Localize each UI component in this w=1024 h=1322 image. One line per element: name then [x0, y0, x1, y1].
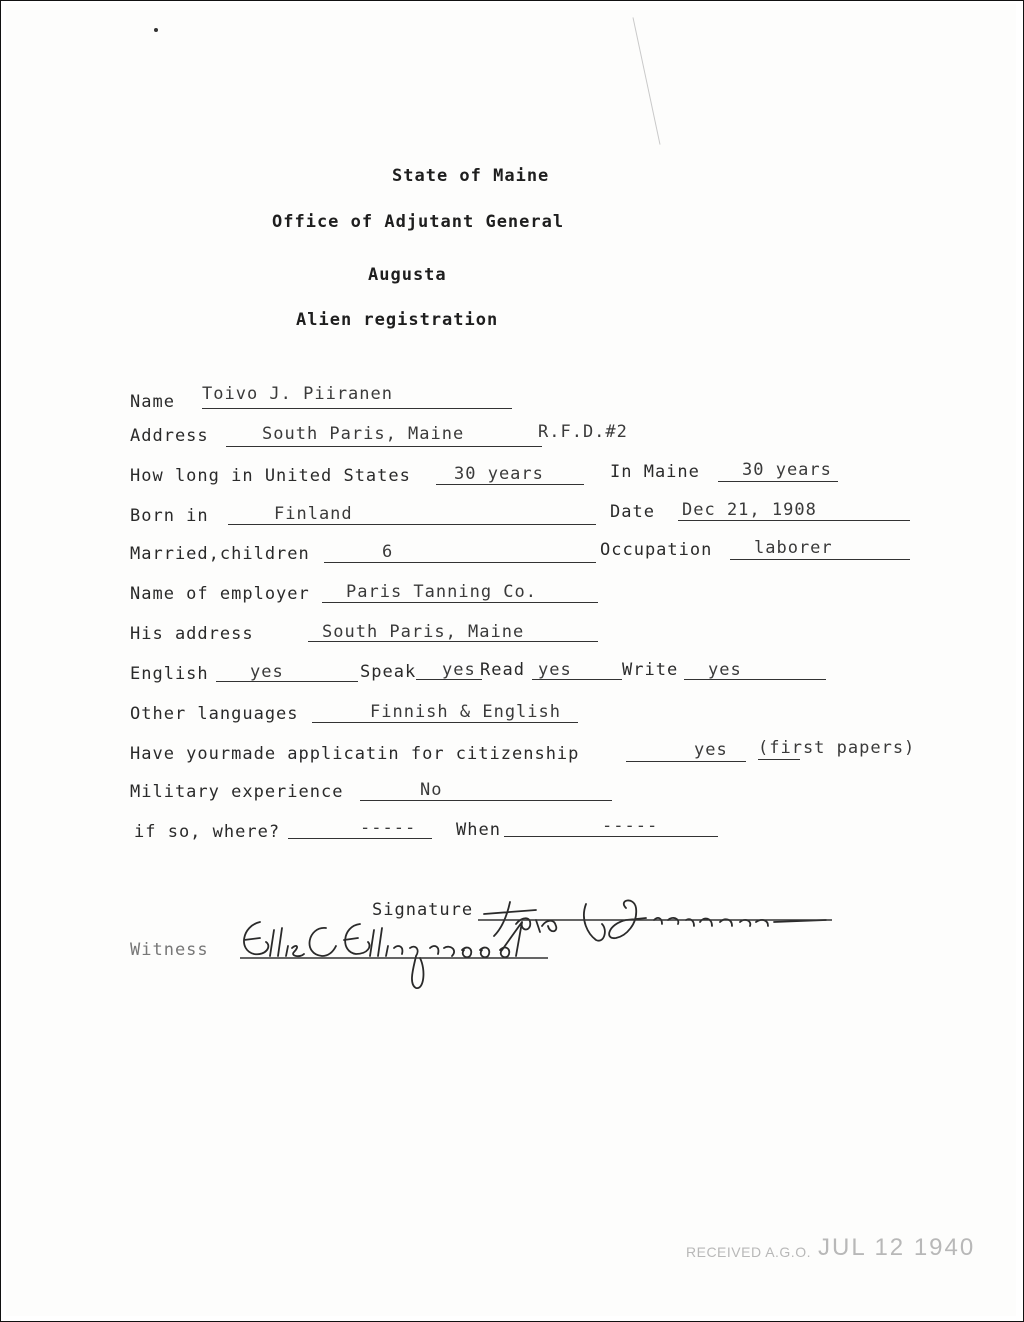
citizenship-note: (first papers) [758, 738, 916, 758]
occupation-value: laborer [754, 538, 833, 558]
received-stamp-date: JUL 12 1940 [818, 1234, 976, 1261]
read-label: Read [480, 660, 525, 680]
read-value: yes [538, 660, 572, 680]
born-underline [228, 524, 596, 525]
address-label: Address [130, 426, 209, 446]
citizenship-underline [626, 761, 746, 762]
his-address-underline [308, 641, 598, 642]
header-office: Office of Adjutant General [272, 212, 565, 232]
when-underline [504, 836, 718, 837]
his-address-label: His address [130, 624, 254, 644]
rfd-value: R.F.D.#2 [538, 422, 628, 442]
employer-value: Paris Tanning Co. [346, 582, 537, 602]
header-state: State of Maine [392, 166, 550, 186]
when-label: When [456, 820, 501, 840]
where-underline [288, 838, 432, 839]
his-address-value: South Paris, Maine [322, 622, 525, 642]
other-languages-underline [312, 722, 578, 723]
address-underline [226, 446, 542, 447]
children-underline [324, 562, 596, 563]
citizenship-label: Have yourmade applicatin for citizenship [130, 744, 580, 764]
citizenship-value: yes [694, 740, 728, 760]
born-value: Finland [274, 504, 353, 524]
name-label: Name [130, 392, 175, 412]
military-label: Military experience [130, 782, 344, 802]
in-maine-label: In Maine [610, 462, 700, 482]
military-value: No [420, 780, 443, 800]
other-languages-value: Finnish & English [370, 702, 561, 722]
read-underline [532, 679, 622, 680]
employer-underline [322, 602, 598, 603]
english-underline [216, 681, 358, 682]
married-label: Married,children [130, 544, 310, 564]
ink-speck [154, 28, 158, 32]
how-long-label: How long in United States [130, 466, 411, 486]
how-long-value: 30 years [454, 464, 544, 484]
speak-underline [416, 679, 482, 680]
occupation-underline [730, 559, 910, 560]
where-label: if so, where? [134, 822, 281, 842]
received-stamp: RECEIVED A.G.O. [686, 1244, 811, 1260]
born-label: Born in [130, 506, 209, 526]
name-value: Toivo J. Piiranen [202, 384, 393, 404]
write-label: Write [622, 660, 679, 680]
where-value: ----- [360, 818, 417, 838]
english-label: English [130, 664, 209, 684]
how-long-underline [436, 484, 584, 485]
paper-crease [632, 17, 660, 144]
write-underline [684, 679, 826, 680]
in-maine-value: 30 years [742, 460, 832, 480]
date-underline [678, 520, 910, 521]
other-languages-label: Other languages [130, 704, 299, 724]
citizenship-note-underline [758, 759, 800, 760]
date-label: Date [610, 502, 655, 522]
speak-label: Speak [360, 662, 417, 682]
date-value: Dec 21, 1908 [682, 500, 817, 520]
military-underline [360, 800, 612, 801]
signature-label: Signature [372, 900, 474, 920]
speak-value: yes [442, 660, 476, 680]
in-maine-underline [718, 481, 838, 482]
witness-handwriting [230, 910, 550, 994]
document-page [6, 4, 1016, 1316]
write-value: yes [708, 660, 742, 680]
employer-label: Name of employer [130, 584, 310, 604]
children-value: 6 [382, 542, 394, 562]
occupation-label: Occupation [600, 540, 713, 560]
header-title: Alien registration [296, 310, 499, 330]
english-value: yes [250, 662, 284, 682]
address-value: South Paris, Maine [262, 424, 465, 444]
name-underline [202, 408, 512, 409]
when-value: ----- [602, 816, 659, 836]
witness-label: Witness [130, 940, 209, 960]
header-city: Augusta [368, 265, 447, 285]
